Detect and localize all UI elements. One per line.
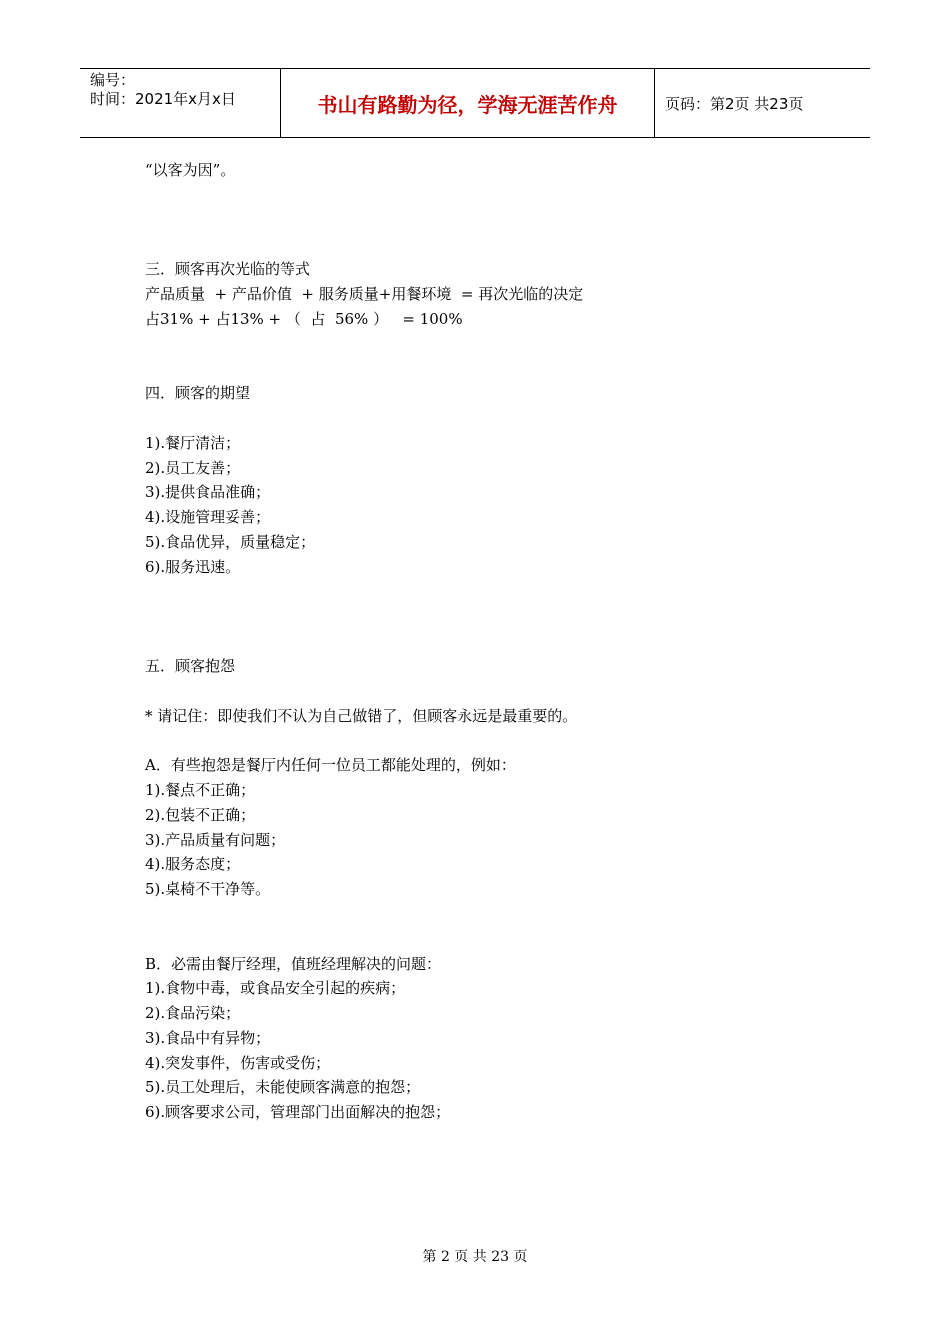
section3-formula: 产品质量 + 产品价值 + 服务质量+用餐环境 = 再次光临的决定 [145, 284, 584, 303]
list-item: 5).食品优异，质量稳定； [145, 532, 316, 551]
list-item: 2).食品污染； [145, 1004, 241, 1023]
list-item: 1).餐厅清洁； [145, 433, 241, 452]
partA-title: A．有些抱怨是餐厅内任何一位员工都能处理的，例如： [145, 756, 516, 775]
list-item: 6).顾客要求公司，管理部门出面解决的抱怨； [145, 1103, 451, 1122]
list-item: 3).食品中有异物； [145, 1028, 271, 1047]
document-body [145, 158, 845, 1125]
intro-text: “以客为因”。 [145, 161, 236, 179]
document-number-label: 编号： [90, 71, 136, 89]
list-item: 6).服务迅速。 [145, 557, 241, 576]
list-item: 5).桌椅不干净等。 [145, 880, 271, 899]
list-item: 5).员工处理后，未能使顾客满意的抱怨； [145, 1078, 421, 1097]
list-item: 2).员工友善； [145, 458, 241, 477]
section3-title: 三．顾客再次光临的等式 [145, 260, 311, 279]
list-item: 1).食物中毒，或食品安全引起的疾病； [145, 979, 406, 998]
section4-title: 四．顾客的期望 [145, 384, 251, 403]
page-footer: 第 2 页 共 23 页 [422, 1249, 528, 1265]
section5-note: * 请记住：即使我们不认为自己做错了，但顾客永远是最重要的。 [145, 706, 578, 725]
list-item: 4).服务态度； [145, 855, 241, 874]
header-motto: 书山有路勤为径，学海无涯苦作舟 [281, 69, 655, 137]
header-meta [80, 69, 281, 137]
page-header [80, 68, 870, 138]
list-item: 3).产品质量有问题； [145, 830, 286, 849]
partB-title: B．必需由餐厅经理，值班经理解决的问题： [145, 954, 442, 973]
list-item: 3).提供食品准确； [145, 483, 271, 502]
document-time: 时间：2021年x月x日 [90, 90, 236, 108]
list-item: 1).餐点不正确； [145, 780, 256, 799]
section3-percent: 占31% + 占13% + （ 占 56% ） = 100% [145, 309, 463, 328]
section5-title: 五．顾客抱怨 [145, 656, 236, 675]
list-item: 4).设施管理妥善； [145, 508, 271, 527]
list-item: 4).突发事件，伤害或受伤； [145, 1053, 331, 1072]
header-page-info: 页码：第2页 共23页 [665, 94, 804, 113]
list-item: 2).包装不正确； [145, 805, 256, 824]
